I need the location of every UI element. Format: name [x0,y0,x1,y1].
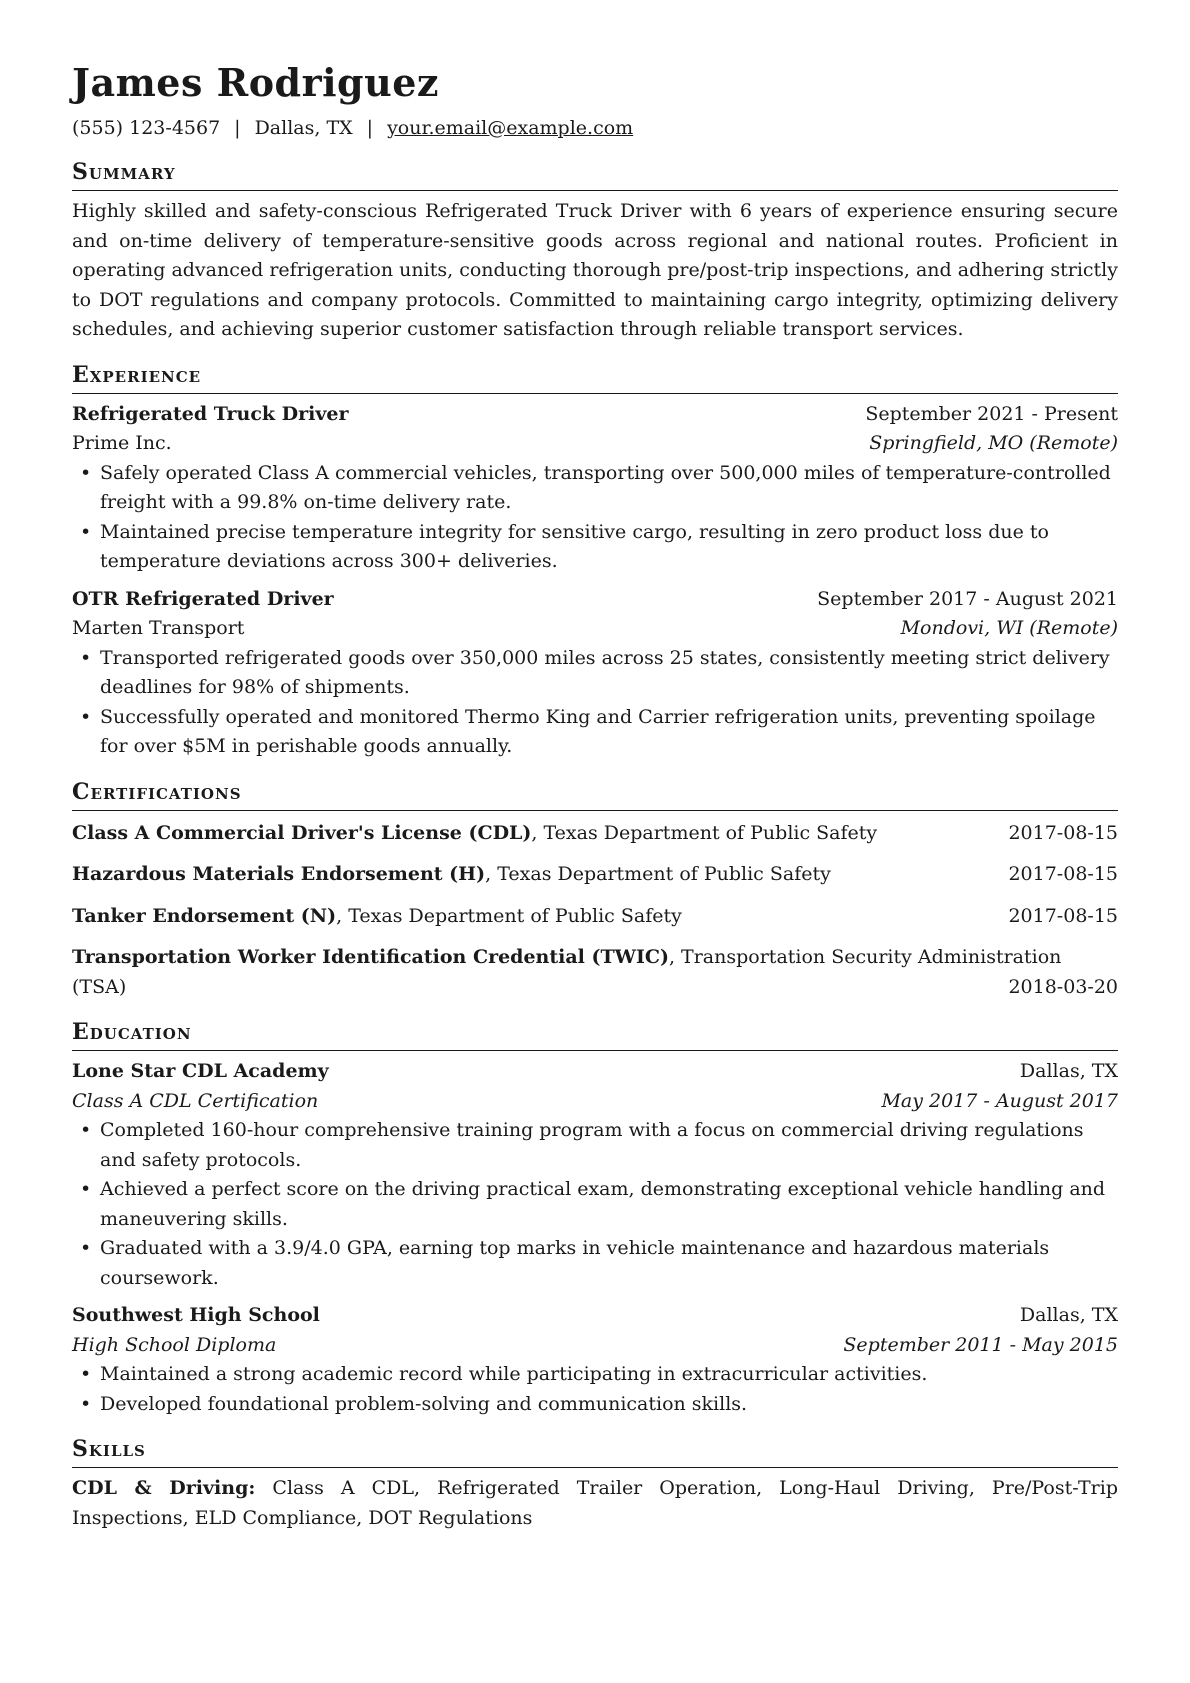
skill-line [72,1474,1118,1533]
job-title: OTR Refrigerated Driver [72,587,334,610]
degree: High School Diploma [72,1333,277,1356]
cert-name: Transportation Worker Identification Credential (TWIC) [72,946,669,968]
job-location: Springfield, MO (Remote) [869,432,1118,454]
education-dates: September 2011 - May 2015 [843,1333,1118,1356]
cert-date: 2017-08-15 [1008,904,1118,927]
bullet-item: • Maintained precise temperature integrity for sensitive cargo, resulting in zero product loss due to temperature deviations across 300+ deliveries. [72,518,1118,577]
contact-separator: | [366,117,374,139]
section-title-summary: Summary [72,156,1118,191]
bullet-item: • Completed 160-hour comprehensive training program with a focus on commercial driving regulations and safety protocols. [72,1116,1118,1175]
job-title: Refrigerated Truck Driver [72,402,349,425]
bullet-item: • Safely operated Class A commercial vehicles, transporting over 500,000 miles of temperature-controlled freight with a 99.8% on-time delivery rate. [72,459,1118,518]
certification-item [72,902,1118,932]
education-entry [72,1301,1118,1419]
school-name: Southwest High School [72,1304,320,1326]
section-title-experience: Experience [72,359,1118,394]
company-name: Prime Inc. [72,432,172,454]
job-bullets [72,644,1118,762]
cert-date: 2018-03-20 [1008,975,1118,998]
job-dates: September 2017 - August 2021 [817,587,1118,610]
certification-item [72,943,1118,1002]
education-bullets [72,1116,1118,1293]
degree: Class A CDL Certification [72,1089,319,1112]
experience-section [72,400,1118,762]
contact-line [72,114,1118,142]
cert-name: Tanker Endorsement (N) [72,904,337,927]
company-name: Marten Transport [72,617,245,639]
section-title-skills: Skills [72,1433,1118,1468]
bullet-item: • Transported refrigerated goods over 350,000 miles across 25 states, consistently meeting strict delivery deadlines for 98% of shipments. [72,644,1118,703]
summary-section [72,197,1118,345]
education-bullets [72,1360,1118,1419]
school-location: Dallas, TX [1019,1304,1118,1326]
cert-issuer: , Texas Department of Public Safety [485,863,831,885]
bullet-item: • Achieved a perfect score on the driving practical exam, demonstrating exceptional vehicle handling and maneuvering skills. [72,1175,1118,1234]
phone-number: (555) 123-4567 [72,117,221,139]
contact-separator: | [234,117,241,139]
education-section [72,1057,1118,1419]
cert-issuer: , Transportation Security Administration [668,946,1062,968]
education-dates: May 2017 - August 2017 [881,1089,1118,1112]
cert-date: 2017-08-15 [1008,821,1118,844]
school-location: Dallas, TX [1019,1060,1118,1082]
location: Dallas, TX [254,117,353,139]
job-dates: September 2021 - Present [865,402,1118,425]
cert-name: Hazardous Materials Endorsement (H) [72,863,486,885]
candidate-name: James Rodriguez [72,60,440,105]
school-name: Lone Star CDL Academy [72,1060,329,1082]
email-link[interactable]: your.email@example.com [387,117,634,139]
certifications-section [72,819,1118,1003]
summary-text: Highly skilled and safety-conscious Refrigerated Truck Driver with 6 years of experience ensuring secure and on-time delivery of temperature-sensitive goods across regional and national routes. Proficient in operating advanced refrigeration units, conducting thorough pre/post-trip inspections, and adhering strictly to DOT regulations and company protocols. Committed to maintaining cargo integrity, optimizing delivery schedules, and achieving superior customer satisfaction through reliable transport services. [72,200,1118,340]
bullet-item: • Maintained a strong academic record while participating in extracurricular activities. [72,1360,1118,1390]
job-bullets [72,459,1118,577]
skills-section [72,1474,1118,1533]
bullet-item: • Successfully operated and monitored Thermo King and Carrier refrigeration units, preventing spoilage for over $5M in perishable goods annually. [72,703,1118,762]
bullet-item: • Graduated with a 3.9/4.0 GPA, earning top marks in vehicle maintenance and hazardous materials coursework. [72,1234,1118,1293]
education-entry [72,1057,1118,1293]
experience-entry [72,400,1118,577]
cert-date: 2017-08-15 [1008,863,1118,885]
cert-issuer: , Texas Department of Public Safety [531,821,878,844]
cert-issuer: , Texas Department of Public Safety [336,904,682,927]
certification-item [72,819,1118,849]
bullet-item: • Developed foundational problem-solving and communication skills. [72,1390,1118,1420]
skill-items: Class A CDL, Refrigerated Trailer Operation, Long-Haul Driving, Pre/Post-Trip Inspections, ELD Compliance, DOT Regulations [72,1477,1118,1529]
cert-issuer-continued: (TSA) [72,975,127,998]
certification-item [72,860,1118,890]
skill-category: CDL & Driving: [72,1477,256,1499]
experience-entry [72,585,1118,762]
section-title-education: Education [72,1016,1118,1051]
job-location: Mondovi, WI (Remote) [900,617,1118,639]
section-title-certifications: Certifications [72,776,1118,811]
cert-name: Class A Commercial Driver's License (CDL) [72,821,532,844]
